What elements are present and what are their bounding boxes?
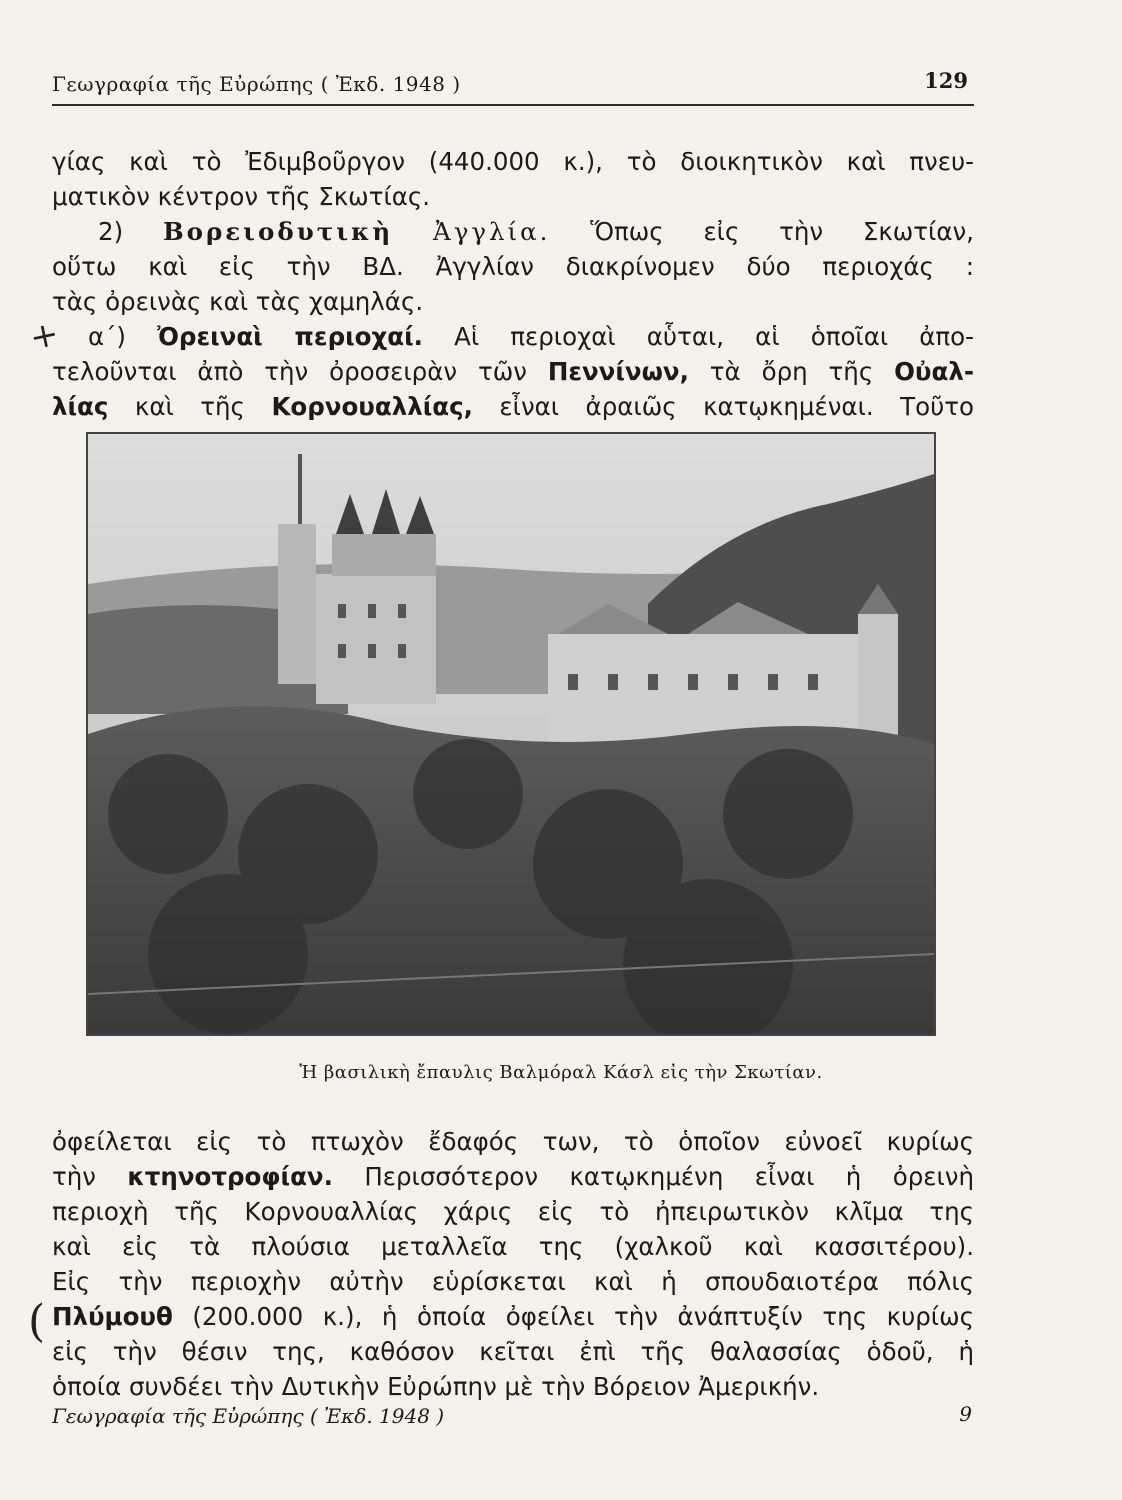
section-heading: Βορειοδυτικὴ	[162, 217, 394, 246]
header-title: Γεωγραφία τῆς Εὐρώπης ( Ἐκδ. 1948 )	[52, 72, 461, 96]
text-line: ματικὸν κέντρον τῆς Σκωτίας.	[52, 182, 431, 211]
text-segment: καὶ τῆς	[134, 392, 245, 421]
section-text: Ὅπως εἰς τὴν Σκωτίαν,	[590, 217, 974, 246]
footer-title: Γεωγραφία τῆς Εὐρώπης ( Ἐκδ. 1948 )	[52, 1404, 445, 1428]
subsection-marker: α΄)	[88, 322, 126, 351]
bold-term: κτηνοτροφίαν.	[127, 1162, 333, 1191]
signature-number: 9	[959, 1402, 972, 1426]
subsection-a-heading-line	[52, 319, 974, 354]
text-segment: τελοῦνται ἀπὸ τὴν ὀροσειρὰν τῶν	[52, 357, 527, 386]
bottom-paragraph	[52, 1124, 974, 1404]
text-line: περιοχὴ τῆς Κορνουαλλίας χάρις εἰς τὸ ἠπειρωτικὸν κλῖμα της	[52, 1197, 974, 1226]
text-line: ὁποία συνδέει τὴν Δυτικὴν Εὐρώπην μὲ τὴν Βόρειον Ἀμερικήν.	[52, 1372, 820, 1401]
text-line: τὰς ὀρεινὰς καὶ τὰς χαμηλάς.	[52, 287, 424, 316]
bold-term: Πεννίνων,	[547, 357, 689, 386]
margin-bracket-mark: (	[28, 1296, 46, 1347]
margin-plus-mark: +	[26, 313, 63, 359]
text-line	[52, 1159, 974, 1194]
page-number: 129	[924, 68, 968, 93]
section-heading-2: Ἀγγλία.	[433, 217, 551, 246]
text-line: γίας καὶ τὸ Ἐδιμβοῦργον (440.000 κ.), τὸ διοικητικὸν καὶ πνευ-	[52, 147, 974, 176]
text-line: οὕτω καὶ εἰς τὴν ΒΔ. Ἀγγλίαν διακρίνομεν δύο περιοχάς :	[52, 252, 974, 281]
text-line	[52, 354, 974, 389]
bold-term: Οὐαλ-	[894, 357, 974, 386]
subsection-heading: Ὀρειναὶ περιοχαί.	[157, 322, 423, 351]
running-header	[52, 70, 974, 106]
section-2-heading-line	[52, 214, 974, 249]
bold-term: λίας	[52, 392, 109, 421]
castle-photo-illustration	[88, 434, 934, 1034]
bold-term: Πλύμουθ	[52, 1302, 173, 1331]
section-number: 2)	[98, 217, 124, 246]
top-paragraph	[52, 144, 974, 424]
text-line	[52, 1299, 974, 1334]
figure-caption: Ἡ βασιλικὴ ἔπαυλις Βαλμόραλ Κάσλ εἰς τὴν Σκωτίαν.	[299, 1062, 823, 1083]
text-segment: εἶναι ἀραιῶς κατῳκημέναι. Τοῦτο	[499, 392, 975, 421]
text-line	[52, 389, 974, 424]
text-line: εἰς τὴν θέσιν της, καθόσον κεῖται ἐπὶ τῆς θαλασσίας ὁδοῦ, ἡ	[52, 1337, 974, 1366]
bold-term: Κορνουαλλίας,	[271, 392, 473, 421]
text-line: Εἰς τὴν περιοχὴν αὐτὴν εὑρίσκεται καὶ ἡ σπουδαιοτέρα πόλις	[52, 1267, 974, 1296]
text-segment: Περισσότερον κατῳκημένη εἶναι ἡ ὀρεινὴ	[364, 1162, 975, 1191]
balmoral-castle-photo	[86, 432, 936, 1036]
text-line: ὀφείλεται εἰς τὸ πτωχὸν ἔδαφός των, τὸ ὁποῖον εὐνοεῖ κυρίως	[52, 1127, 974, 1156]
subsection-text: Αἱ περιοχαὶ αὗται, αἱ ὁποῖαι ἀπο-	[454, 322, 974, 351]
text-segment: τὰ ὄρη τῆς	[709, 357, 874, 386]
text-segment: τὴν	[52, 1162, 96, 1191]
text-segment: (200.000 κ.), ἡ ὁποία ὀφείλει τὴν ἀνάπτυξίν της κυρίως	[192, 1302, 974, 1331]
text-line: καὶ εἰς τὰ πλούσια μεταλλεῖα της (χαλκοῦ καὶ κασσιτέρου).	[52, 1232, 974, 1261]
